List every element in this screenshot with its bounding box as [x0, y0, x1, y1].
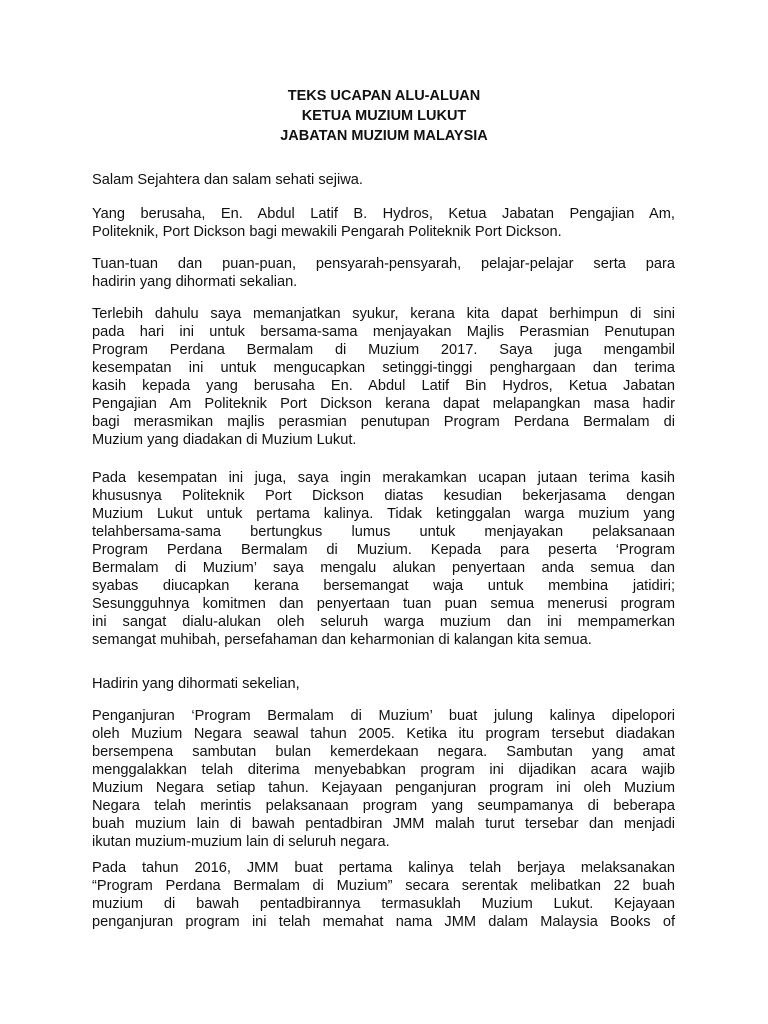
paragraph-line: Negara telah merintis pelaksanaan program yang seumpamanya di beberapa [92, 798, 675, 814]
paragraph-line: menggalakkan telah diterima menyebabkan program ini dijadikan acara wajib [92, 762, 675, 778]
paragraph-line: buah muzium lain di bawah pentadbiran JMM malah turut tersebar dan menjadi [92, 816, 675, 832]
paragraph-history [92, 707, 675, 851]
paragraph-line: Yang berusaha, En. Abdul Latif B. Hydros, Ketua Jabatan Pengajian Am, [92, 206, 675, 222]
paragraph-line: Bermalam di Muzium’ saya mengalu alukan penyertaan anda semua dan [92, 560, 675, 576]
paragraph-line: Hadirin yang dihormati sekelian, [92, 676, 300, 692]
paragraph-address-guest [92, 205, 675, 241]
paragraph-line: Pada kesempatan ini juga, saya ingin merakamkan ucapan jutaan terima kasih [92, 470, 675, 486]
heading-line-2: KETUA MUZIUM LUKUT [301, 108, 467, 124]
paragraph-line: semangat muhibah, persefahaman dan keharmonian di kalangan kita semua. [92, 632, 592, 648]
paragraph-line: Muzium Negara setiap tahun. Kejayaan penganjuran program ini oleh Muzium [92, 780, 675, 796]
paragraph-line: Muzium yang diadakan di Muzium Lukut. [92, 432, 357, 448]
paragraph-2016-program [92, 859, 675, 931]
paragraph-line: kesempatan ini untuk mengucapkan setinggi-tinggi penghargaan dan terima [92, 360, 675, 376]
paragraph-line: syabas diucapkan kerana bersemangat waja untuk membina jatidiri; [92, 578, 675, 594]
paragraph-line: muzium di bawah pentadbirannya termasuklah Muzium Lukut. Kejayaan [92, 896, 675, 912]
paragraph-line: bagi merasmikan majlis perasmian penutupan Program Perdana Bermalam di [92, 414, 675, 430]
paragraph-line: Program Perdana Bermalam di Muzium. Kepada para peserta ‘Program [92, 542, 675, 558]
paragraph-line: oleh Muzium Negara seawal tahun 2005. Ketika itu program tersebut diadakan [92, 726, 675, 742]
paragraph-line: Program Perdana Bermalam di Muzium 2017. Saya juga mengambil [92, 342, 675, 358]
paragraph-appreciation [92, 469, 675, 649]
paragraph-line: penganjuran program ini telah memahat nama JMM dalam Malaysia Books of [92, 914, 675, 930]
paragraph-line: Penganjuran ‘Program Bermalam di Muzium’ buat julung kalinya dipelopori [92, 708, 675, 724]
paragraph-greeting [92, 171, 675, 189]
heading-line-3: JABATAN MUZIUM MALAYSIA [280, 128, 488, 144]
paragraph-address-audience [92, 255, 675, 291]
heading-line-1: TEKS UCAPAN ALU-ALUAN [287, 88, 481, 104]
paragraph-line: khususnya Politeknik Port Dickson diatas kesudian bekerjasama dengan [92, 488, 675, 504]
paragraph-line: bersempena sambutan bulan kemerdekaan negara. Sambutan yang amat [92, 744, 675, 760]
paragraph-line: Politeknik, Port Dickson bagi mewakili Pengarah Politeknik Port Dickson. [92, 224, 562, 240]
paragraph-line: Salam Sejahtera dan salam sehati sejiwa. [92, 172, 363, 188]
paragraph-line: Terlebih dahulu saya memanjatkan syukur, kerana kita dapat berhimpun di sini [92, 306, 675, 322]
paragraph-line: Pengajian Am Politeknik Port Dickson kerana dapat melapangkan masa hadir [92, 396, 675, 412]
paragraph-line: ikutan muzium-muzium lain di seluruh negara. [92, 834, 390, 850]
paragraph-gratitude [92, 305, 675, 449]
paragraph-line: Tuan-tuan dan puan-puan, pensyarah-pensyarah, pelajar-pelajar serta para [92, 256, 675, 272]
paragraph-line: pada hari ini untuk bersama-sama menjayakan Majlis Perasmian Penutupan [92, 324, 675, 340]
paragraph-address-attendees [92, 675, 675, 693]
paragraph-line: “Program Perdana Bermalam di Muzium” secara serentak melibatkan 22 buah [92, 878, 675, 894]
paragraph-line: ini sangat dialu-alukan oleh seluruh warga muzium dan ini mempamerkan [92, 614, 675, 630]
paragraph-line: kasih kepada yang berusaha En. Abdul Latif Bin Hydros, Ketua Jabatan [92, 378, 675, 394]
paragraph-line: Muzium Lukut untuk pertama kalinya. Tidak ketinggalan warga muzium yang [92, 506, 675, 522]
paragraph-line: Sesungguhnya komitmen dan penyertaan tuan puan semua menerusi program [92, 596, 675, 612]
document-heading [0, 86, 768, 146]
paragraph-line: hadirin yang dihormati sekalian. [92, 274, 298, 290]
paragraph-line: Pada tahun 2016, JMM buat pertama kalinya telah berjaya melaksanakan [92, 860, 675, 876]
paragraph-line: telahbersama-sama bertungkus lumus untuk menjayakan pelaksanaan [92, 524, 675, 540]
